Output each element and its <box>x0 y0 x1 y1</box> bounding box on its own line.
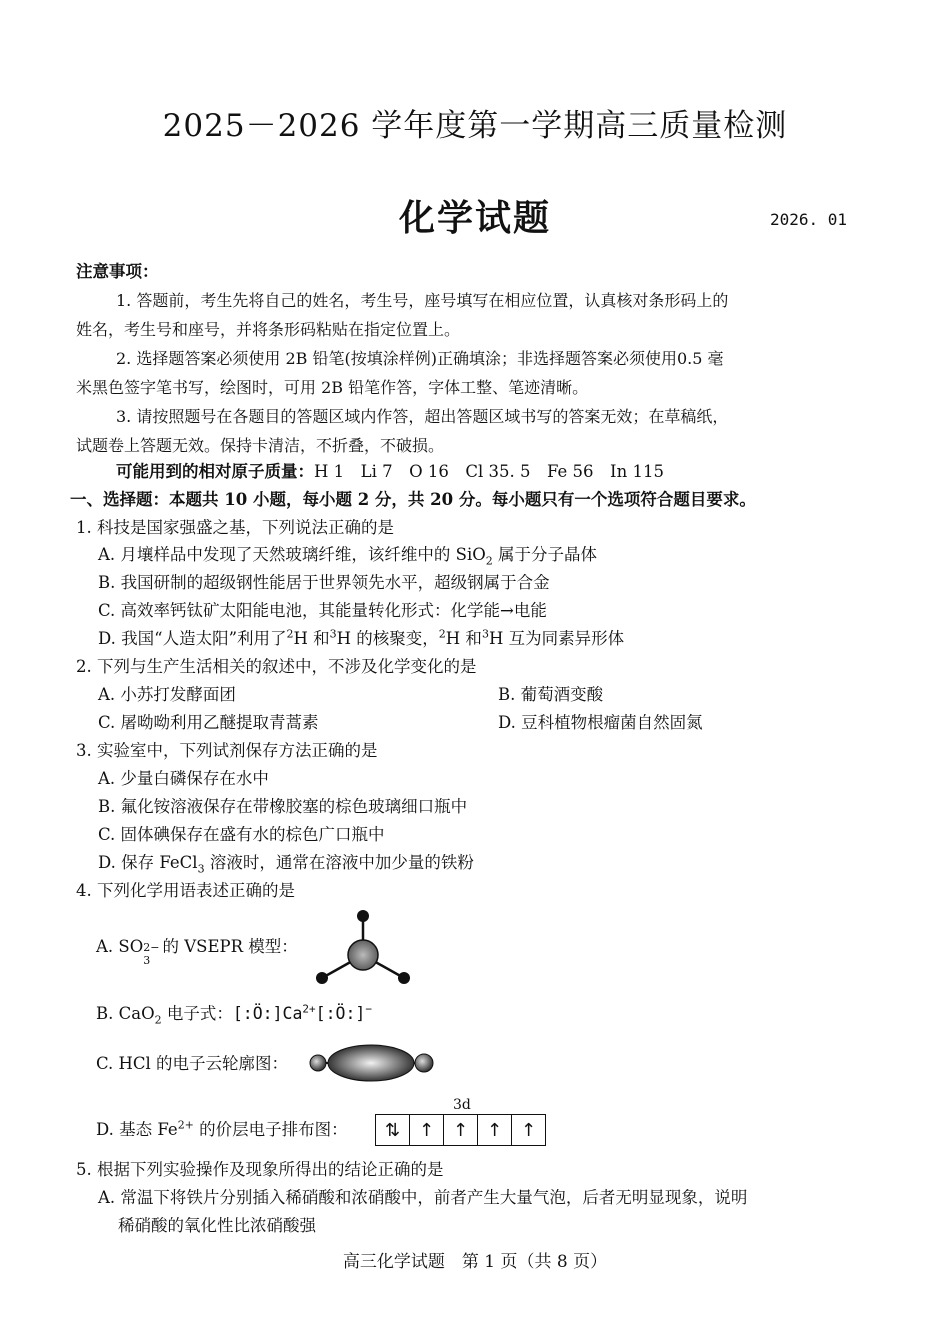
q5-stem: 5. 根据下列实验操作及现象所得出的结论正确的是 <box>76 1160 444 1179</box>
atomic-mass-label: 可能用到的相对原子质量： <box>116 462 314 481</box>
orbital-box-1: ⇅ <box>376 1115 410 1145</box>
notice-line-3b: 试题卷上答题无效。保持卡清洁，不折叠，不破损。 <box>76 436 445 455</box>
page-footer: 高三化学试题 第 1 页（共 8 页） <box>342 1252 608 1272</box>
atomic-mass-line <box>116 458 664 486</box>
q2-option-b: B. 葡萄酒变酸 <box>498 685 604 704</box>
q1-option-c: C. 高效率钙钛矿太阳能电池，其能量转化形式：化学能→电能 <box>98 601 547 620</box>
q3-stem: 3. 实验室中，下列试剂保存方法正确的是 <box>76 741 378 760</box>
hcl-electron-cloud-diagram <box>306 1041 436 1085</box>
q2-option-c: C. 屠呦呦利用乙醚提取青蒿素 <box>98 713 319 732</box>
notice-line-2b: 米黑色签字笔书写，绘图时，可用 2B 铅笔作答，字体工整、笔迹清晰。 <box>76 378 589 397</box>
orbital-box-2: ↑ <box>410 1115 444 1145</box>
q1-stem: 1. 科技是国家强盛之基，下列说法正确的是 <box>76 518 394 537</box>
q4-stem: 4. 下列化学用语表述正确的是 <box>76 881 295 900</box>
vsepr-model-diagram <box>310 905 420 995</box>
q3-option-c: C. 固体碘保存在盛有水的棕色广口瓶中 <box>98 825 385 844</box>
q4-option-d: D. 基态 $Fe^{2+}$ 的价层电子排布图： <box>96 1118 348 1139</box>
cao2-electron-formula: $[:Ö:]Ca^{2+}[:Ö:]^-$ <box>232 1002 372 1023</box>
notice-line-1b: 姓名，考生号和座号，并将条形码粘贴在指定位置上。 <box>76 320 461 339</box>
atomic-mass-values: H 1 Li 7 O 16 Cl 35. 5 Fe 56 In 115 <box>314 462 664 481</box>
exam-date: 2026. 01 <box>770 210 848 229</box>
orbital-box-5: ↑ <box>520 1119 537 1141</box>
section-1-heading: 一、选择题：本题共 10 小题，每小题 2 分，共 20 分。每小题只有一个选项符合题目要求。 <box>70 490 756 509</box>
notice-line-1a: 1. 答题前，考生先将自己的姓名，考生号，座号填写在相应位置，认真核对条形码上的 <box>116 291 729 310</box>
q2-option-a: A. 小苏打发酵面团 <box>98 685 236 704</box>
q5-option-a-line1: A. 常温下将铁片分别插入稀硝酸和浓硝酸中，前者产生大量气泡，后者无明显现象，说明 <box>98 1188 748 1207</box>
orbital-box-4: ↑ <box>478 1115 512 1145</box>
q4-option-c: C. HCl 的电子云轮廓图： <box>96 1054 289 1073</box>
q1-option-a: A. 月壤样品中发现了天然玻璃纤维，该纤维中的 SiO$_2$ 属于分子晶体 <box>98 545 598 568</box>
q3-option-b: B. 氟化铵溶液保存在带橡胶塞的棕色玻璃细口瓶中 <box>98 797 468 816</box>
notice-line-2a: 2. 选择题答案必须使用 2B 铅笔(按填涂样例)正确填涂；非选择题答案必须使用0.5 毫 <box>116 349 724 368</box>
q4-option-b: B. CaO$_2$ 电子式：$[:Ö:]Ca^{2+}[:Ö:]^-$ <box>96 1002 372 1027</box>
q1-option-b: B. 我国研制的超级钢性能居于世界领先水平，超级钢属于合金 <box>98 573 550 592</box>
orbital-label-3d: 3d <box>453 1097 471 1113</box>
q5-option-a-line2: 稀硝酸的氧化性比浓硝酸强 <box>118 1216 316 1235</box>
orbital-box-3: ↑ <box>444 1115 478 1145</box>
q1-option-d: D. 我国“人造太阳”利用了$^2$H 和$^3$H 的核聚变，$^2$H 和$^3$H 互为同素异形体 <box>98 627 625 648</box>
q2-option-d: D. 豆科植物根瘤菌自然固氮 <box>498 713 703 732</box>
q3-option-a: A. 少量白磷保存在水中 <box>98 769 269 788</box>
notice-line-3a: 3. 请按照题号在各题目的答题区域内作答，超出答题区域书写的答案无效；在草稿纸， <box>116 407 729 426</box>
exam-subtitle: 化学试题 <box>398 197 551 239</box>
q4-option-a: A. SO 2− 3 的 VSEPR 模型： <box>96 937 298 967</box>
fe2-orbital-diagram <box>375 1114 546 1146</box>
q2-stem: 2. 下列与生产生活相关的叙述中，不涉及化学变化的是 <box>76 657 477 676</box>
q3-option-d: D. 保存 FeCl$_3$ 溶液时，通常在溶液中加少量的铁粉 <box>98 853 474 876</box>
exam-title: 2025－2026 学年度第一学期高三质量检测 <box>162 108 788 144</box>
notice-heading: 注意事项： <box>76 262 159 281</box>
